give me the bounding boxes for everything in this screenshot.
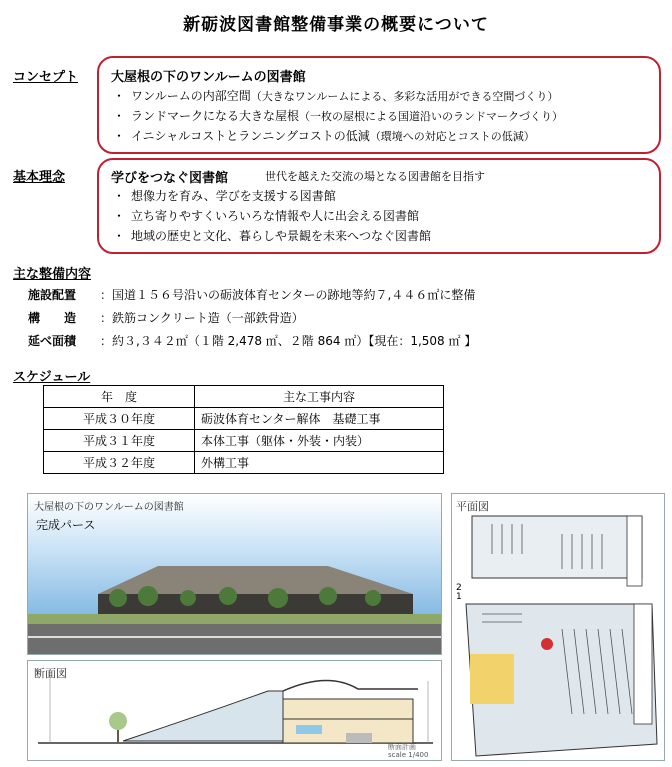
- philosophy-bullet: ・ 想像力を育み、学びを支援する図書館: [113, 189, 336, 203]
- specs-heading: 主な整備内容: [13, 267, 92, 282]
- schedule-table: [43, 385, 444, 474]
- table-cell: 本体工事（躯体・外装・内装）: [195, 430, 444, 452]
- section-label: 断面図: [34, 667, 67, 680]
- table-cell: 平成３１年度: [44, 430, 195, 452]
- perspective-panel: [27, 493, 442, 655]
- schedule-heading: スケジュール: [13, 370, 91, 385]
- table-cell: 平成３０年度: [44, 408, 195, 430]
- concept-bullet: ・ ランドマークになる大きな屋根（一枚の屋根による国道沿いのランドマークづくり）: [113, 109, 564, 123]
- philosophy-box-subtitle: 世代を越えた交流の場となる図書館を目指す: [265, 170, 485, 183]
- table-cell: 平成３２年度: [44, 452, 195, 474]
- floor-plan-panel: [451, 493, 665, 761]
- concept-bullet: ・ イニシャルコストとランニングコストの低減（環境への対応とコストの低減）: [113, 129, 535, 143]
- philosophy-bullet: ・ 立ち寄りやすくいろいろな情報や人に出会える図書館: [113, 209, 420, 223]
- table-row: [44, 408, 444, 430]
- concept-bullet: ・ ワンルームの内部空間（大きなワンルームによる、多彩な活用ができる空間づくり）: [113, 89, 559, 103]
- table-row: [44, 452, 444, 474]
- philosophy-bullet: ・ 地域の歴史と文化、暮らしや景観を未来へつなぐ図書館: [113, 229, 432, 243]
- page-title: 新砺波図書館整備事業の概要について: [183, 15, 489, 35]
- perspective-caption: 大屋根の下のワンルームの図書館: [34, 502, 184, 513]
- column-header: 主な工事内容: [195, 386, 444, 408]
- floor-plan-drawing: [452, 494, 665, 761]
- spec-row: 施設配置 ：国道１５６号沿いの砺波体育センターの跡地等約７,４４６㎡に整備: [28, 288, 476, 302]
- floor-plan-label: 平面図: [456, 500, 489, 513]
- spec-row: 延べ面積 ：約３,３４２㎡（１階 2,478 ㎡、２階 864 ㎡）【現在：1,508 ㎡ 】: [28, 334, 477, 348]
- concept-box-title: 大屋根の下のワンルームの図書館: [111, 70, 306, 85]
- column-header: 年 度: [44, 386, 195, 408]
- section-panel: [27, 660, 442, 761]
- table-header-row: [44, 386, 444, 408]
- section-drawing: [28, 661, 442, 761]
- table-cell: 外構工事: [195, 452, 444, 474]
- table-row: [44, 430, 444, 452]
- concept-box: [97, 56, 661, 154]
- perspective-label: 完成パース: [36, 518, 96, 532]
- floor-marker: 2 1: [456, 583, 462, 602]
- concept-heading: コンセプト: [13, 70, 79, 85]
- philosophy-box-title: 学びをつなぐ図書館: [111, 171, 229, 186]
- philosophy-box: [97, 158, 661, 254]
- section-scale-note: 断面計画 scale 1/400: [388, 743, 429, 759]
- philosophy-heading: 基本理念: [13, 170, 66, 185]
- spec-row: 構 造 ：鉄筋コンクリート造（一部鉄骨造）: [28, 311, 304, 325]
- table-cell: 砺波体育センター解体 基礎工事: [195, 408, 444, 430]
